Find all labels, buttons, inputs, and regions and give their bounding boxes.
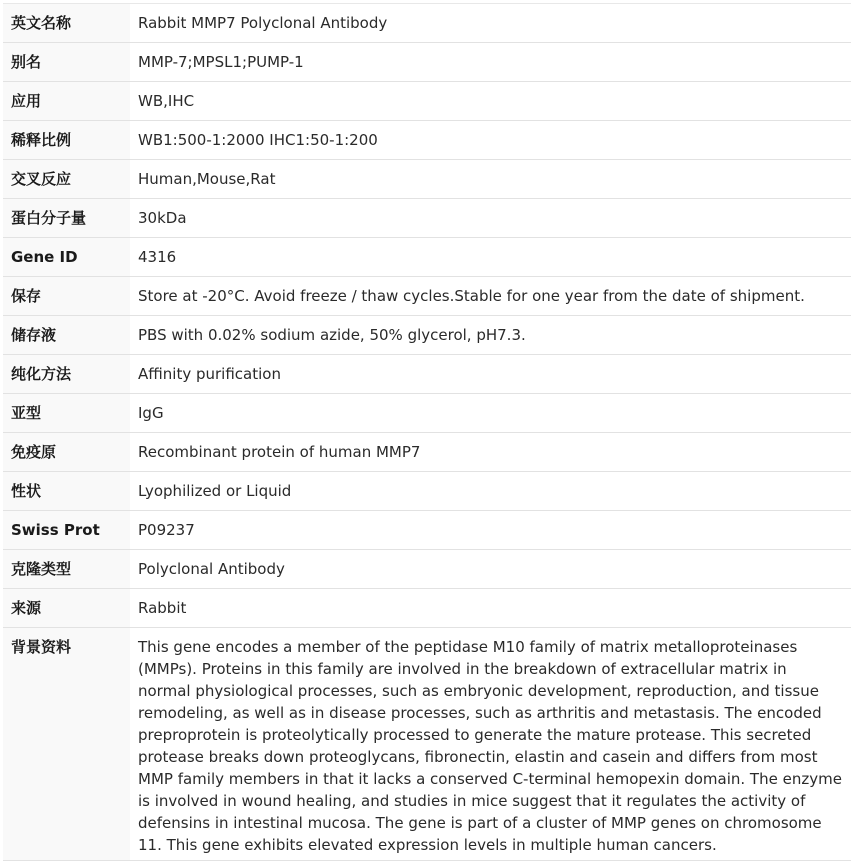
product-spec-table <box>3 3 851 861</box>
table-row <box>3 82 851 121</box>
row-value-immunogen: Recombinant protein of human MMP7 <box>130 433 851 472</box>
table-row <box>3 394 851 433</box>
row-value-dilution: WB1:500-1:2000 IHC1:50-1:200 <box>130 121 851 160</box>
row-label-reactivity: 交叉反应 <box>3 160 130 199</box>
row-value-storage: Store at -20°C. Avoid freeze / thaw cycles.Stable for one year from the date of shipment. <box>130 277 851 316</box>
row-value-form: Lyophilized or Liquid <box>130 472 851 511</box>
row-label-buffer: 储存液 <box>3 316 130 355</box>
row-value-buffer: PBS with 0.02% sodium azide, 50% glycerol, pH7.3. <box>130 316 851 355</box>
row-value-clonality: Polyclonal Antibody <box>130 550 851 589</box>
row-value-gene-id: 4316 <box>130 238 851 277</box>
row-label-clonality: 克隆类型 <box>3 550 130 589</box>
row-label-application: 应用 <box>3 82 130 121</box>
row-value-alias: MMP-7;MPSL1;PUMP-1 <box>130 43 851 82</box>
table-row <box>3 511 851 550</box>
row-label-gene-id: Gene ID <box>3 238 130 277</box>
row-value-background: This gene encodes a member of the peptidase M10 family of matrix metalloproteinases (MMPs). Proteins in this family are involved in the breakdown of extracellular matrix in normal physiological processes, such as embryonic development, reproduction, and tissue remodeling, as well as in disease processes, such as arthritis and metastasis. The encoded preproprotein is proteolytically processed to generate the mature protease. This secreted protease breaks down proteoglycans, fibronectin, elastin and casein and differs from most MMP family members in that it lacks a conserved C-terminal hemopexin domain. The enzyme is involved in wound healing, and studies in mice suggest that it regulates the activity of defensins in intestinal mucosa. The gene is part of a cluster of MMP genes on chromosome 11. This gene exhibits elevated expression levels in multiple human cancers. <box>130 628 851 861</box>
table-row <box>3 550 851 589</box>
row-label-storage: 保存 <box>3 277 130 316</box>
row-label-swiss-prot: Swiss Prot <box>3 511 130 550</box>
table-row <box>3 472 851 511</box>
row-value-reactivity: Human,Mouse,Rat <box>130 160 851 199</box>
row-label-alias: 别名 <box>3 43 130 82</box>
row-value-swiss-prot: P09237 <box>130 511 851 550</box>
table-row <box>3 355 851 394</box>
table-row <box>3 199 851 238</box>
row-label-purification: 纯化方法 <box>3 355 130 394</box>
spec-table-body <box>3 4 851 861</box>
row-value-isotype: IgG <box>130 394 851 433</box>
row-label-english-name: 英文名称 <box>3 4 130 43</box>
table-row <box>3 316 851 355</box>
row-label-isotype: 亚型 <box>3 394 130 433</box>
table-row <box>3 628 851 861</box>
row-value-application: WB,IHC <box>130 82 851 121</box>
table-row <box>3 43 851 82</box>
row-value-molecular-weight: 30kDa <box>130 199 851 238</box>
row-label-dilution: 稀释比例 <box>3 121 130 160</box>
row-value-host: Rabbit <box>130 589 851 628</box>
row-label-background: 背景资料 <box>3 628 130 861</box>
table-row <box>3 238 851 277</box>
table-row <box>3 589 851 628</box>
table-row <box>3 160 851 199</box>
table-row <box>3 433 851 472</box>
row-value-purification: Affinity purification <box>130 355 851 394</box>
table-row <box>3 277 851 316</box>
row-value-english-name: Rabbit MMP7 Polyclonal Antibody <box>130 4 851 43</box>
table-row <box>3 4 851 43</box>
row-label-molecular-weight: 蛋白分子量 <box>3 199 130 238</box>
row-label-form: 性状 <box>3 472 130 511</box>
table-row <box>3 121 851 160</box>
row-label-host: 来源 <box>3 589 130 628</box>
row-label-immunogen: 免疫原 <box>3 433 130 472</box>
